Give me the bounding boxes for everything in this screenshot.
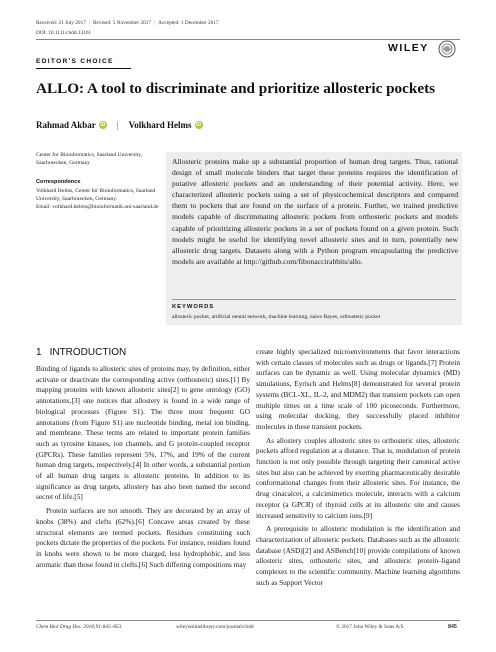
- section-heading: [36, 347, 126, 358]
- body-column-left: [36, 364, 250, 573]
- correspondence-details: [36, 188, 161, 211]
- orcid-icon[interactable]: iD: [100, 122, 106, 128]
- affiliation: Center for Bioinformatics, Saarland University, Saarbruecken, Germany: [36, 152, 143, 166]
- header-divider: [36, 39, 460, 40]
- body-paragraph: Binding of ligands to allosteric sites of proteins may, by definition, either activate or deactivate the corresponding active (orthosteric) sites.[1] By mapping proteins with known allosteric sites[2] to gene ontology (GO) annotations,[3] one notices that allostery is found in a wide range of biological processes (Figure S1). The three most frequent GO annotations (from Figure S1) are nucleotide binding, metal ion binding, and membrane. These terms are related to important protein families such as tyrosine kinases, ion channels, and G protein-coupled receptor (GPCRs). These families represent 5%, 17%, and 19% of the current human drug targets, respectively.[4] In other words, a substantial portion of all human drug targets is allosteric proteins. In addition to its significance as drug targets, allostery has also been named the second secret of life.[5]: [36, 364, 250, 502]
- orcid-icon[interactable]: iD: [196, 122, 202, 128]
- section-label: EDITOR'S CHOICE: [36, 58, 114, 65]
- article-title: ALLO: A tool to discriminate and prioritize allosteric pockets: [36, 80, 436, 97]
- section-number: 1: [36, 347, 42, 358]
- author-separator: |: [116, 120, 119, 130]
- author-name[interactable]: Rahmad Akbar: [36, 120, 96, 130]
- author-name[interactable]: Volkhard Helms: [128, 120, 192, 130]
- body-paragraph: Protein surfaces are not smooth. They are decorated by an array of knobs (38%) and clefts (62%).[6] Concave areas created by these structural elements are termed pockets. Residues constituting such pockets dictate the properties of the pockets. For instance, residues found in knobs were shown to be more charged, less hydrophobic, and less aromatic than those found in clefts.[6] Such differing compositions may: [36, 506, 250, 569]
- author-list: [36, 120, 203, 130]
- section-label-rule: [36, 68, 131, 69]
- received-date: Received: 21 July 2017: [36, 20, 86, 26]
- doi[interactable]: DOI: 10.1111/cbdd.13161: [36, 30, 92, 36]
- society-emblem-icon: [438, 40, 456, 58]
- correspondence-address: Volkhard Helms, Center for Bioinformatics, Saarland University, Saarbruecken, Germany.: [36, 188, 156, 202]
- keywords-heading: KEYWORDS: [172, 304, 215, 310]
- footer-divider: [36, 620, 460, 621]
- journal-citation: Chem Biol Drug Des. 2018;91:845–853.: [36, 624, 123, 630]
- revised-date: Revised: 5 November 2017: [92, 20, 152, 26]
- copyright: © 2017 John Wiley & Sons A/S: [336, 624, 404, 630]
- body-paragraph: create highly specialized microenvironments that favor interactions with certain classes of molecules such as drugs or ligands.[7] Protein surfaces can be dynamic as well. Using molecular dynamics (MD) simulations, Eyrisch and Helms[8] demonstrated for several protein systems (BCL-XL, IL-2, and MDM2) that transient pockets can open multiple times on a time scale of 100 picoseconds. Furthermore, using molecular docking, they successfully placed inhibitor molecules in these transient pockets.: [256, 347, 460, 431]
- keywords-list: allosteric pocket, artificial neural network, machine learning, naive Bayes, orthosteric pocket: [172, 314, 381, 320]
- page-number: 845: [448, 624, 457, 630]
- body-column-right: [256, 347, 460, 591]
- publisher-logo: WILEY: [388, 42, 429, 54]
- history-separator: |: [88, 20, 90, 26]
- body-paragraph: As allostery couples allosteric sites to orthosteric sites, allosteric pockets afford regulation at a distance. That is, modulation of protein function is not only possible through targeting their canonical active sites but also can be achieved by exerting pharmaceutically desirable conformational changes from their allosteric sites. For instance, the drug cinacalcet, a calcimimetics molecule, interacts with a calcium receptor (a GPCR) of thyroid cells at its allosteric site and causes increased sensitivity to calcium ions.[9]: [256, 435, 460, 520]
- body-paragraph: A prerequisite to allosteric modulation is the identification and characterization of allosteric pockets. Databases such as the allosteric database (ASD)[2] and ASBench[10] provide compilations of known allosteric sites, orthosteric sites, and allosteric protein–ligand complexes to the scientific community. Machine learning algorithms such as Support Vector: [256, 524, 460, 587]
- journal-url[interactable]: wileyonlinelibrary.com/journal/cbdd: [176, 624, 254, 630]
- accepted-date: Accepted: 1 December 2017: [158, 20, 219, 26]
- keywords-divider: [172, 299, 456, 300]
- section-title: INTRODUCTION: [49, 347, 127, 358]
- correspondence-heading: Correspondence: [36, 179, 81, 185]
- abstract-text: Allosteric proteins make up a substantial proportion of human drug targets. Thus, rational design of small molecule binders that target these proteins requires the identification of putative allosteric pockets and an understanding of their potential activity. Here, we characterized allosteric pockets using a set of physicochemical descriptors and compared them to pockets that are found on the surface of a protein. Further, we trained predictive models capable of discriminating allosteric pockets from orthosteric pockets and models capable of prioritizing allosteric pockets in a set of pockets found on a given protein. Such models might be useful for identifying novel allosteric sites and in turn, potentially new allosteric drug targets. Datasets along with a Python program encapsulating the predictive models are available at http://github.com/fibonaccirabbits/allo.: [172, 157, 458, 266]
- history-separator: |: [154, 20, 156, 26]
- correspondence-email[interactable]: Email: volkhard.helms@bioinformatik.uni-saarland.de: [36, 203, 159, 210]
- article-history: [36, 20, 219, 26]
